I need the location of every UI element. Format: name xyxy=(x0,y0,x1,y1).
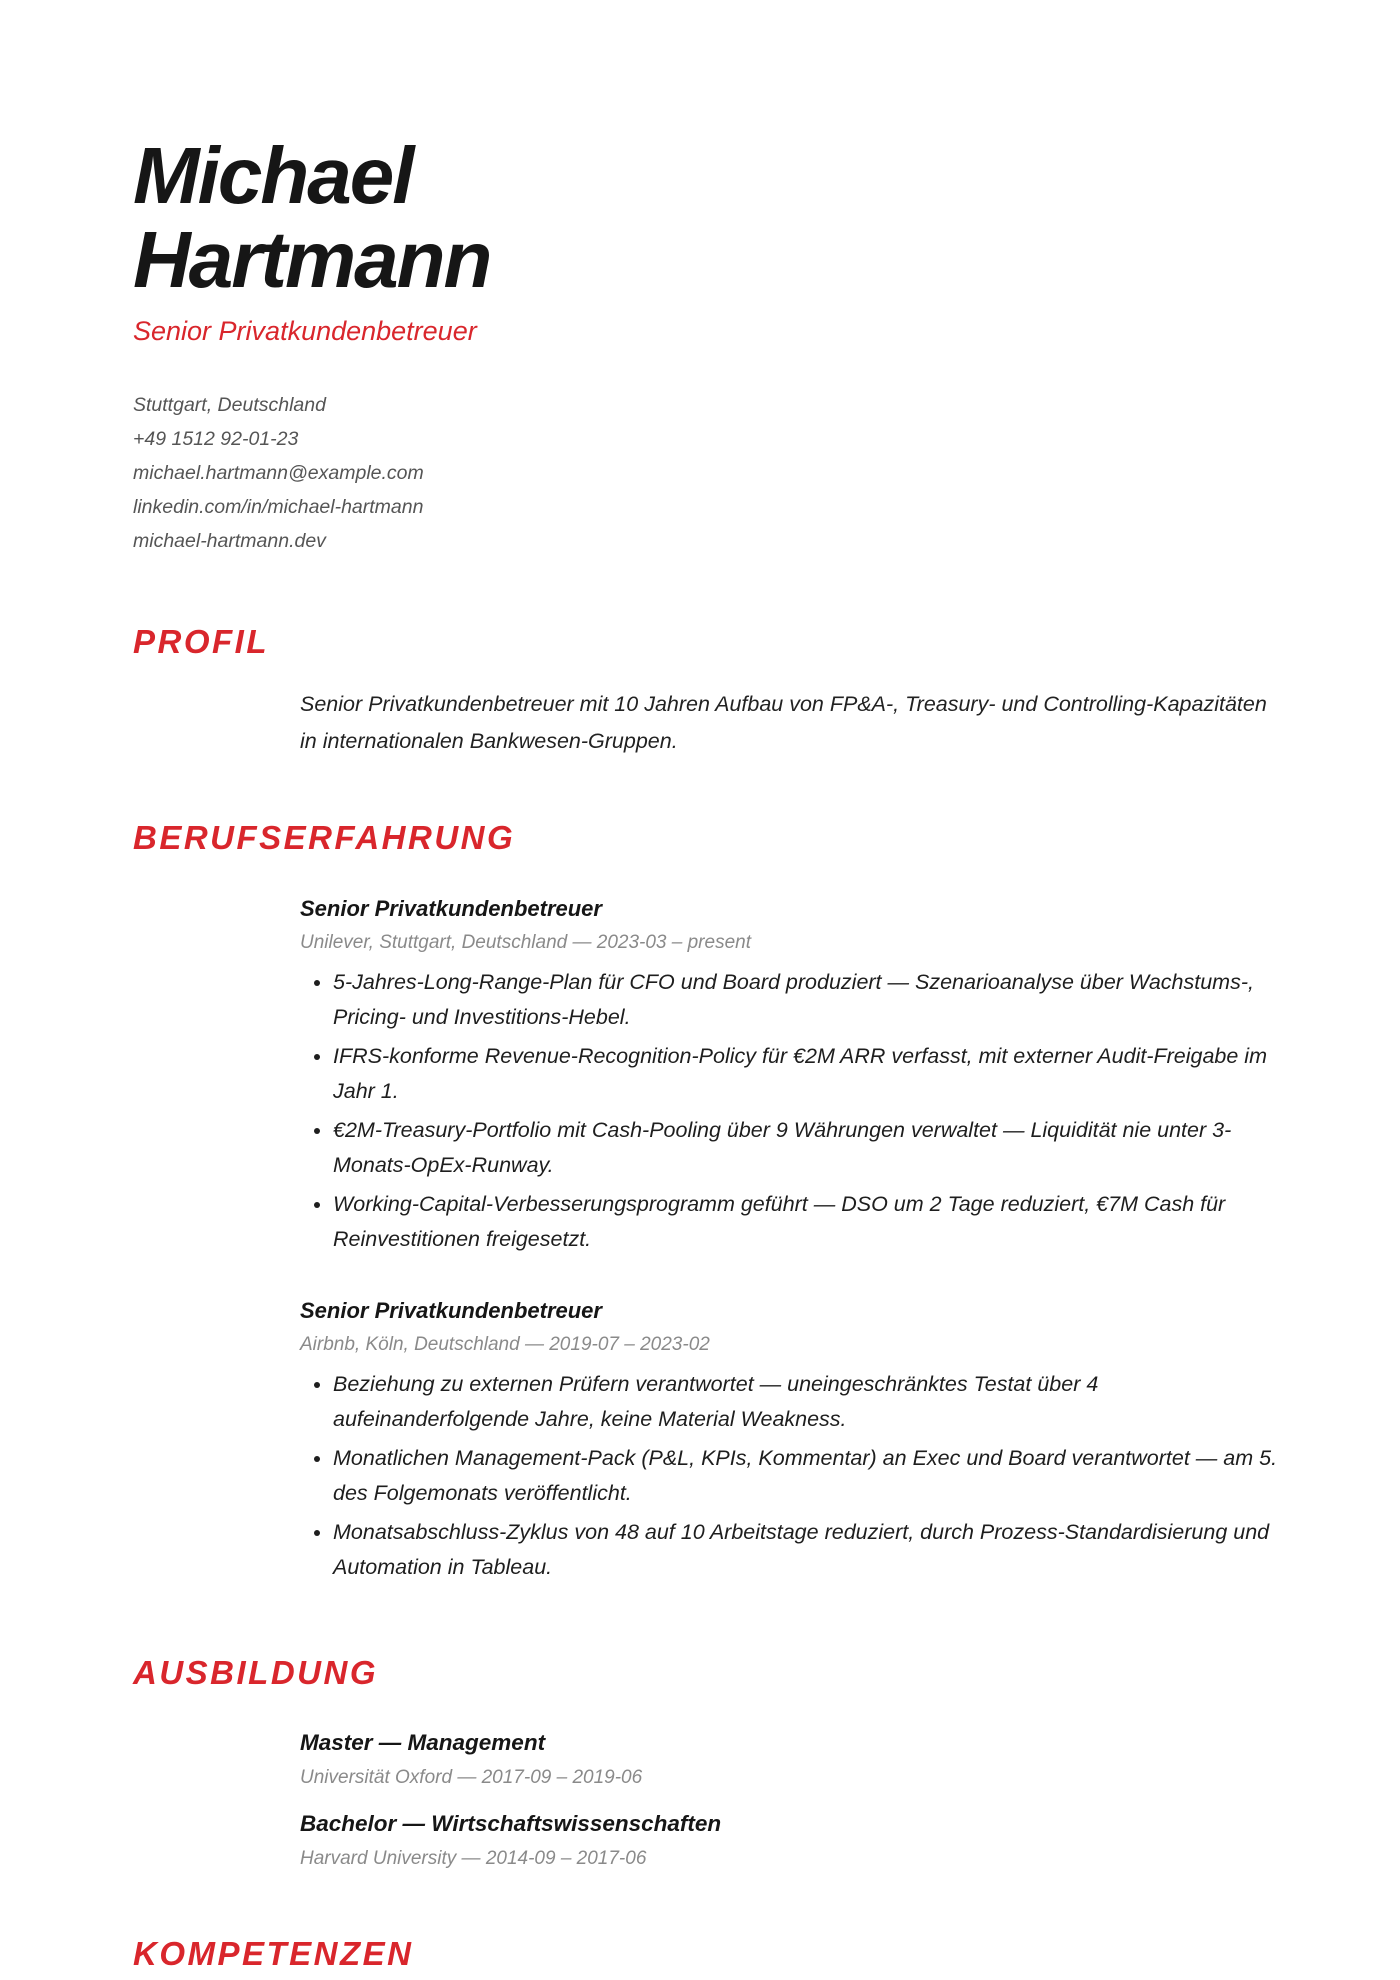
bullet-item: • Beziehung zu externen Prüfern verantwortet — uneingeschränktes Testat über 4 aufeinanderfolgende Jahre, keine Material Weakness. xyxy=(333,1367,1280,1437)
profile-text: Senior Privatkundenbetreuer mit 10 Jahren Aufbau von FP&A-, Treasury- und Controlling-Kapazitäten in internationalen Bankwesen-Gruppen. xyxy=(300,692,1267,753)
section-heading-education: AUSBILDUNG xyxy=(133,1654,378,1691)
education-entry xyxy=(300,1727,1280,1793)
bullet-item: • Monatsabschluss-Zyklus von 48 auf 10 Arbeitstage reduziert, durch Prozess-Standardisierung und Automation in Tableau. xyxy=(333,1515,1280,1585)
job-title: Senior Privatkundenbetreuer xyxy=(300,896,602,921)
candidate-name xyxy=(133,131,491,304)
bullet-item: • IFRS-konforme Revenue-Recognition-Policy für €2M ARR verfasst, mit externer Audit-Freigabe im Jahr 1. xyxy=(333,1039,1280,1109)
job-entry xyxy=(300,893,1280,1257)
job-title: Senior Privatkundenbetreuer xyxy=(300,1298,602,1323)
job-title-headline: Senior Privatkundenbetreuer xyxy=(133,316,477,346)
section-heading-profile: PROFIL xyxy=(133,623,269,660)
first-name: Michael xyxy=(133,131,413,220)
experience-section xyxy=(300,893,1280,1623)
job-bullets xyxy=(300,1367,1280,1585)
last-name: Hartmann xyxy=(133,215,491,304)
education-meta: Harvard University — 2014-09 – 2017-06 xyxy=(300,1848,647,1869)
education-title: Master — Management xyxy=(300,1730,546,1755)
job-bullets xyxy=(300,965,1280,1257)
contact-email[interactable]: michael.hartmann@example.com xyxy=(133,462,424,484)
profile-section xyxy=(300,686,1280,760)
contact-info xyxy=(133,388,424,558)
education-title: Bachelor — Wirtschaftswissenschaften xyxy=(300,1811,722,1836)
bullet-item: • 5-Jahres-Long-Range-Plan für CFO und Board produziert — Szenarioanalyse über Wachstums-, Pricing- und Investitions-Hebel. xyxy=(333,965,1280,1035)
bullet-item: • Monatlichen Management-Pack (P&L, KPIs, Kommentar) an Exec und Board verantwortet — am 5. des Folgemonats veröffentlicht. xyxy=(333,1441,1280,1511)
education-entry xyxy=(300,1808,1280,1874)
contact-linkedin[interactable]: linkedin.com/in/michael-hartmann xyxy=(133,496,424,518)
contact-phone: +49 1512 92-01-23 xyxy=(133,428,299,450)
bullet-item: • Working-Capital-Verbesserungsprogramm geführt — DSO um 2 Tage reduziert, €7M Cash für Reinvestitionen freigesetzt. xyxy=(333,1187,1280,1257)
contact-website[interactable]: michael-hartmann.dev xyxy=(133,530,326,552)
contact-location: Stuttgart, Deutschland xyxy=(133,394,326,416)
education-meta: Universität Oxford — 2017-09 – 2019-06 xyxy=(300,1767,643,1788)
section-heading-experience: BERUFSERFAHRUNG xyxy=(133,819,516,856)
job-entry xyxy=(300,1295,1280,1585)
section-heading-skills: KOMPETENZEN xyxy=(133,1935,414,1972)
bullet-item: • €2M-Treasury-Portfolio mit Cash-Pooling über 9 Währungen verwaltet — Liquidität nie unter 3-Monats-OpEx-Runway. xyxy=(333,1113,1280,1183)
education-section xyxy=(300,1727,1280,1889)
job-meta: Airbnb, Köln, Deutschland — 2019-07 – 2023-02 xyxy=(300,1334,710,1355)
job-meta: Unilever, Stuttgart, Deutschland — 2023-03 – present xyxy=(300,932,751,953)
